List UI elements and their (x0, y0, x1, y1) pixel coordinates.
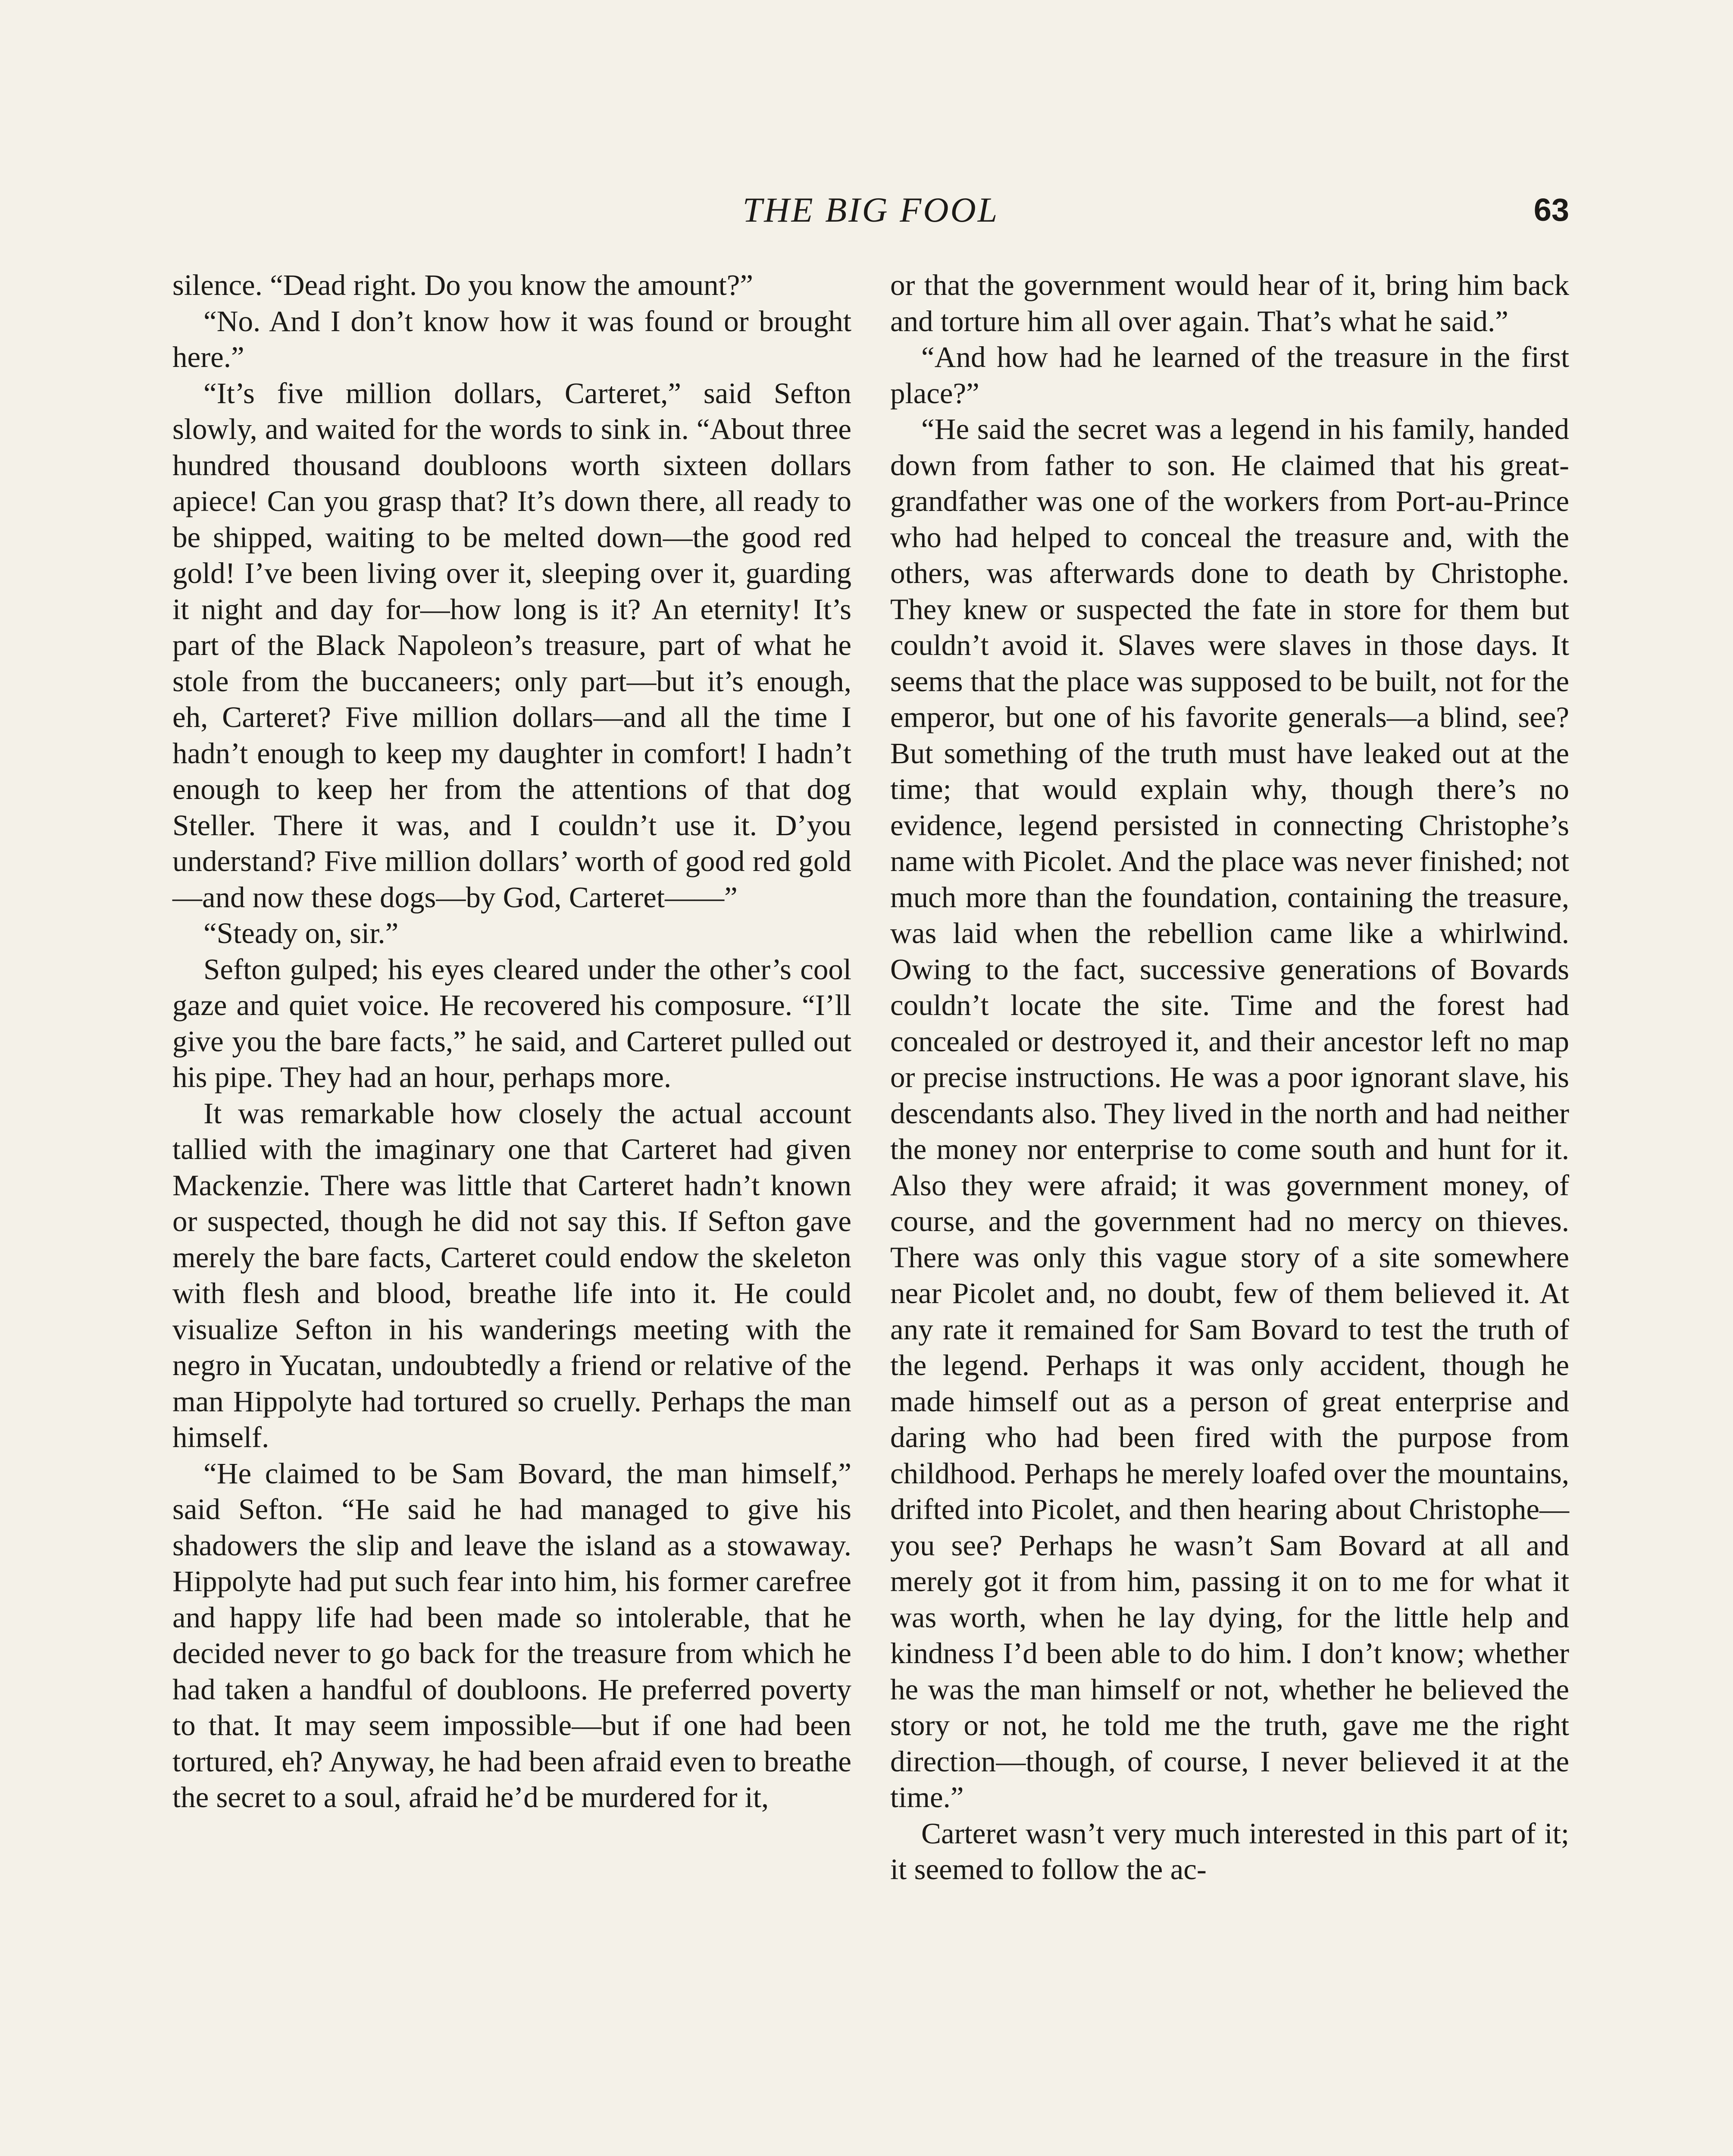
body-columns (172, 267, 1569, 2156)
paragraph: “It’s five million dollars, Carteret,” said Sefton slowly, and waited for the words to sink in. “About three hundred thousand doubloons worth sixteen dollars apiece! Can you grasp that? It’s down there, all ready to be shipped, waiting to be melted down—the good red gold! I’ve been living over it, sleeping over it, guarding it night and day for—how long is it? An eternity! It’s part of the Black Napoleon’s treasure, part of what he stole from the buccaneers; only part—but it’s enough, eh, Carteret? Five million dollars—and all the time I hadn’t enough to keep my daughter in comfort! I hadn’t enough to keep her from the attentions of that dog Steller. There it was, and I couldn’t use it. D’you understand? Five million dollars’ worth of good red gold—and now these dogs—by God, Carteret——” (172, 376, 851, 914)
page-header (172, 185, 1569, 241)
paragraph: It was remarkable how closely the actual account tallied with the imaginary one that Carteret had given Mackenzie. There was little that Carteret hadn’t known or suspected, though he did not say this. If Sefton gave merely the bare facts, Carteret could endow the skeleton with flesh and blood, breathe life into it. He could visualize Sefton in his wanderings meeting with the negro in Yucatan, undoubtedly a friend or relative of the man Hippolyte had tortured so cruelly. Perhaps the man himself. (172, 1097, 851, 1454)
left-column (172, 267, 851, 2156)
paragraph: “Steady on, sir.” (203, 917, 399, 950)
paragraph: “He said the secret was a legend in his family, handed down from father to son. He claimed that his great-grandfather was one of the workers from Port-au-Prince who had helped to conceal the treasure and, with the others, was afterwards done to death by Christophe. They knew or suspected the fate in store for them but couldn’t avoid it. Slaves were slaves in those days. It seems that the place was supposed to be built, not for the emperor, but one of his favorite generals—a blind, see? But something of the truth must have leaked out at the time; that would explain why, though there’s no evidence, legend persisted in connecting Christophe’s name with Picolet. And the place was never finished; not much more than the foundation, containing the treasure, was laid when the rebellion came like a whirlwind. Owing to the fact, successive generations of Bovards couldn’t locate the site. Time and the forest had concealed or destroyed it, and their ancestor left no map or precise instructions. He was a poor ignorant slave, his descendants also. They lived in the north and had neither the money nor enterprise to come south and hunt for it. Also they were afraid; it was government money, of course, and the government had no mercy on thieves. There was only this vague story of a site somewhere near Picolet and, no doubt, few of them believed it. At any rate it remained for Sam Bovard to test the truth of the legend. Perhaps it was only accident, though he made himself out as a person of great enterprise and daring who had been fired with the purpose from childhood. Perhaps he merely loafed over the mountains, drifted into Picolet, and then hearing about Christophe—you see? Perhaps he wasn’t Sam Bovard at all and merely got it from him, passing it on to me for what it was worth, when he lay dying, for the little help and kindness I’d been able to do him. I don’t know; whether he was the man himself or not, whether he believed the story or not, he told me the truth, gave me the right direction—though, of course, I never believed it at the time.” (890, 413, 1569, 1814)
paragraph: “And how had he learned of the treasure in the first place?” (890, 341, 1569, 410)
page-number: 63 (1533, 192, 1569, 228)
paragraph: silence. “Dead right. Do you know the amount?” (172, 269, 754, 301)
running-title: THE BIG FOOL (742, 190, 999, 229)
paragraph: or that the government would hear of it, bring him back and torture him all over again. That’s what he said.” (890, 269, 1569, 338)
paragraph: “He claimed to be Sam Bovard, the man himself,” said Sefton. “He said he had managed to give his shadowers the slip and leave the island as a stowaway. Hippolyte had put such fear into him, his former carefree and happy life had been made so intolerable, that he decided never to go back for the treasure from which he had taken a handful of doubloons. He preferred poverty to that. It may seem impossible—but if one had been tortured, eh? Anyway, he had been afraid even to breathe the secret to a soul, afraid he’d be murdered for it, (172, 1457, 851, 1814)
paragraph: Carteret wasn’t very much interested in this part of it; it seemed to follow the ac- (890, 1817, 1569, 1886)
paragraph: Sefton gulped; his eyes cleared under the other’s cool gaze and quiet voice. He recovered his composure. “I’ll give you the bare facts,” he said, and Carteret pulled out his pipe. They had an hour, perhaps more. (172, 953, 851, 1094)
right-column (890, 267, 1569, 2156)
paragraph: “No. And I don’t know how it was found or brought here.” (172, 304, 851, 373)
